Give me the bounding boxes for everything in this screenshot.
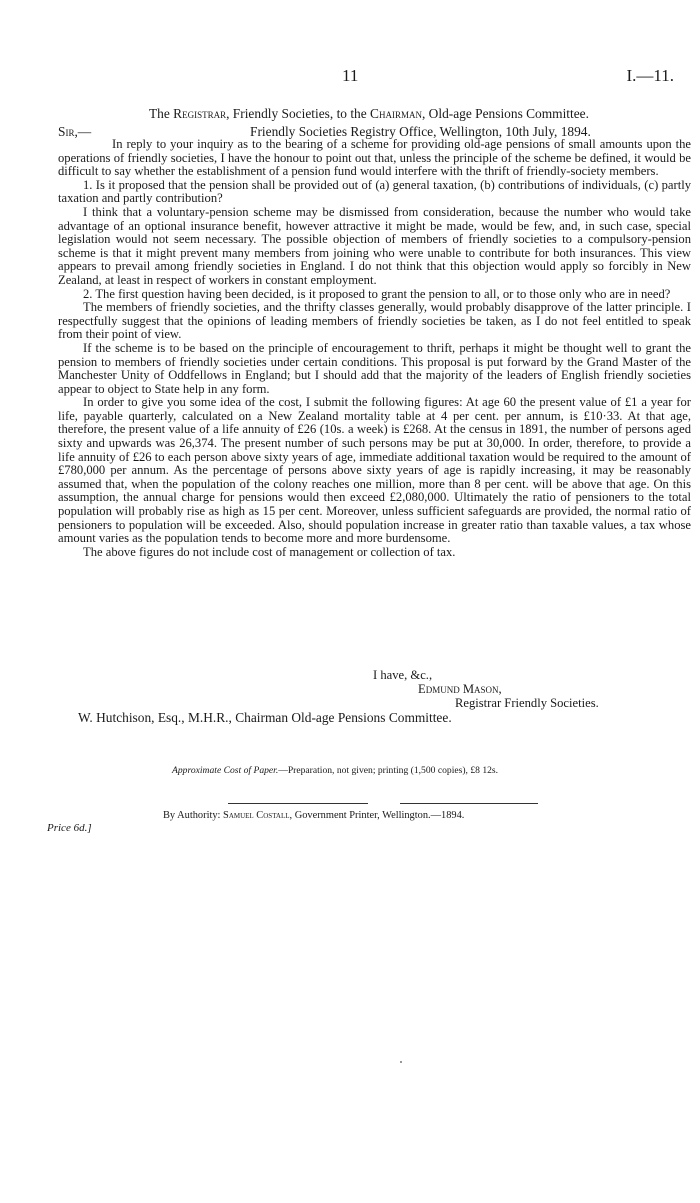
printer-name: Samuel Costall — [223, 810, 290, 821]
price-label: Price 6d.] — [47, 822, 92, 834]
paragraph: The members of friendly societies, and the thrifty classes generally, would probably disapprove of the latter principle. I respectfully suggest that the opinions of leading members of friendly societies be taken, as I do not feel entitled to speak from their point of view. — [58, 300, 691, 342]
paragraph: In order to give you some idea of the cost, I submit the following figures: At age 60 the present value of £1 a year for life, payable quarterly, calculated on a New Zealand mortality table at 4 per cent. per annum, is £10·33. At that age, therefore, the present value of a life annuity of £26 (10s. a week) is £268. At the census in 1891, the number of persons aged sixty and upwards was 26,374. The present number of such persons may be put at 30,000. In order, therefore, to provide a life annuity of £26 to each person above sixty years of age, immediate additional taxation would be required to the amount of £780,000 per annum. As the percentage of persons above sixty years of age is rapidly increasing, it may be reasonably assumed that, when the population of the colony reaches one million, more than 8 per cent. will be above that age. On this assumption, the annual charge for pensions would then exceed £2,080,000. Ultimately the ratio of pensioners to the total population will probably rise as high as 15 per cent. Moreover, unless sufficient safeguards are provided, the normal ratio of pensioners to population will be exceeded. Also, should population increase in greater ratio than taxable values, a tax whose amount varies as the population tends to become more and more burdensome. — [58, 395, 691, 546]
cost-note — [172, 765, 498, 776]
title-registrar: Registrar — [173, 106, 227, 121]
page-number: 11 — [342, 66, 359, 85]
title-text: The — [149, 106, 174, 121]
title-text: , Old-age Pensions Committee. — [421, 106, 589, 121]
paragraph: 2. The first question having been decided, is it proposed to grant the pension to all, or to those only who are in need? — [83, 286, 671, 301]
printer-imprint — [163, 810, 464, 821]
letter-body — [58, 138, 691, 559]
salutation: Sir,— — [58, 124, 92, 139]
cost-text: —Preparation, not given; printing (1,500 copies), £8 12s. — [278, 765, 499, 776]
addressee: W. Hutchison, Esq., M.H.R., Chairman Old-age Pensions Committee. — [78, 710, 452, 725]
title-chairman: Chairman — [370, 106, 422, 121]
signatory-name: Edmund Mason, — [418, 682, 502, 696]
paragraph: In reply to your inquiry as to the bearing of a scheme for providing old-age pensions of small amounts upon the operations of friendly societies, I have the honour to point out that, unless the principle of the scheme be defined, it would be difficult to say whether the establishment of a pension fund would interfere with the thrift of friendly-society members. — [58, 137, 691, 179]
sender-address: Friendly Societies Registry Office, Wellington, 10th July, 1894. — [250, 124, 591, 139]
signatory-title: Registrar Friendly Societies. — [455, 696, 599, 710]
title-text: , Friendly Societies, to the — [226, 106, 371, 121]
divider — [228, 803, 368, 804]
paragraph: 1. Is it proposed that the pension shall be provided out of (a) general taxation, (b) contributions of individuals, (c) partly taxation and partly contribution? — [58, 177, 691, 206]
paragraph: I think that a voluntary-pension scheme may be dismissed from consideration, because the number who would take advantage of an optional insurance benefit, however attractive it might be made, would be few, and, in such case, special legislation would not seem necessary. The possible objection of members of friendly societies to a compulsory-pension scheme is that it might prevent many members from joining who were unable to contribute for both insurances. This view appears to prevail among friendly societies in England. I do not think that this objection would apply so forcibly in New Zealand, at least in respect of workers in constant employment. — [58, 204, 691, 287]
paragraph: The above figures do not include cost of management or collection of tax. — [83, 544, 456, 559]
paragraph: If the scheme is to be based on the principle of encouragement to thrift, perhaps it might be thought well to grant the pension to members of friendly societies under certain conditions. This proposal is put forward by the Grand Master of the Manchester Unity of Oddfellows in England; but I should add that the majority of the leaders of English friendly societies appear to object to State help in any form. — [58, 340, 691, 396]
authority-label: By Authority: — [163, 810, 224, 821]
document-reference: I.—11. — [626, 66, 674, 85]
print-speck — [400, 1061, 402, 1063]
letter-title — [0, 106, 700, 122]
cost-label: Approximate Cost of Paper. — [172, 765, 279, 776]
authority-text: , Government Printer, Wellington.—1894. — [289, 810, 465, 821]
divider — [400, 803, 538, 804]
closing: I have, &c., — [373, 668, 433, 682]
